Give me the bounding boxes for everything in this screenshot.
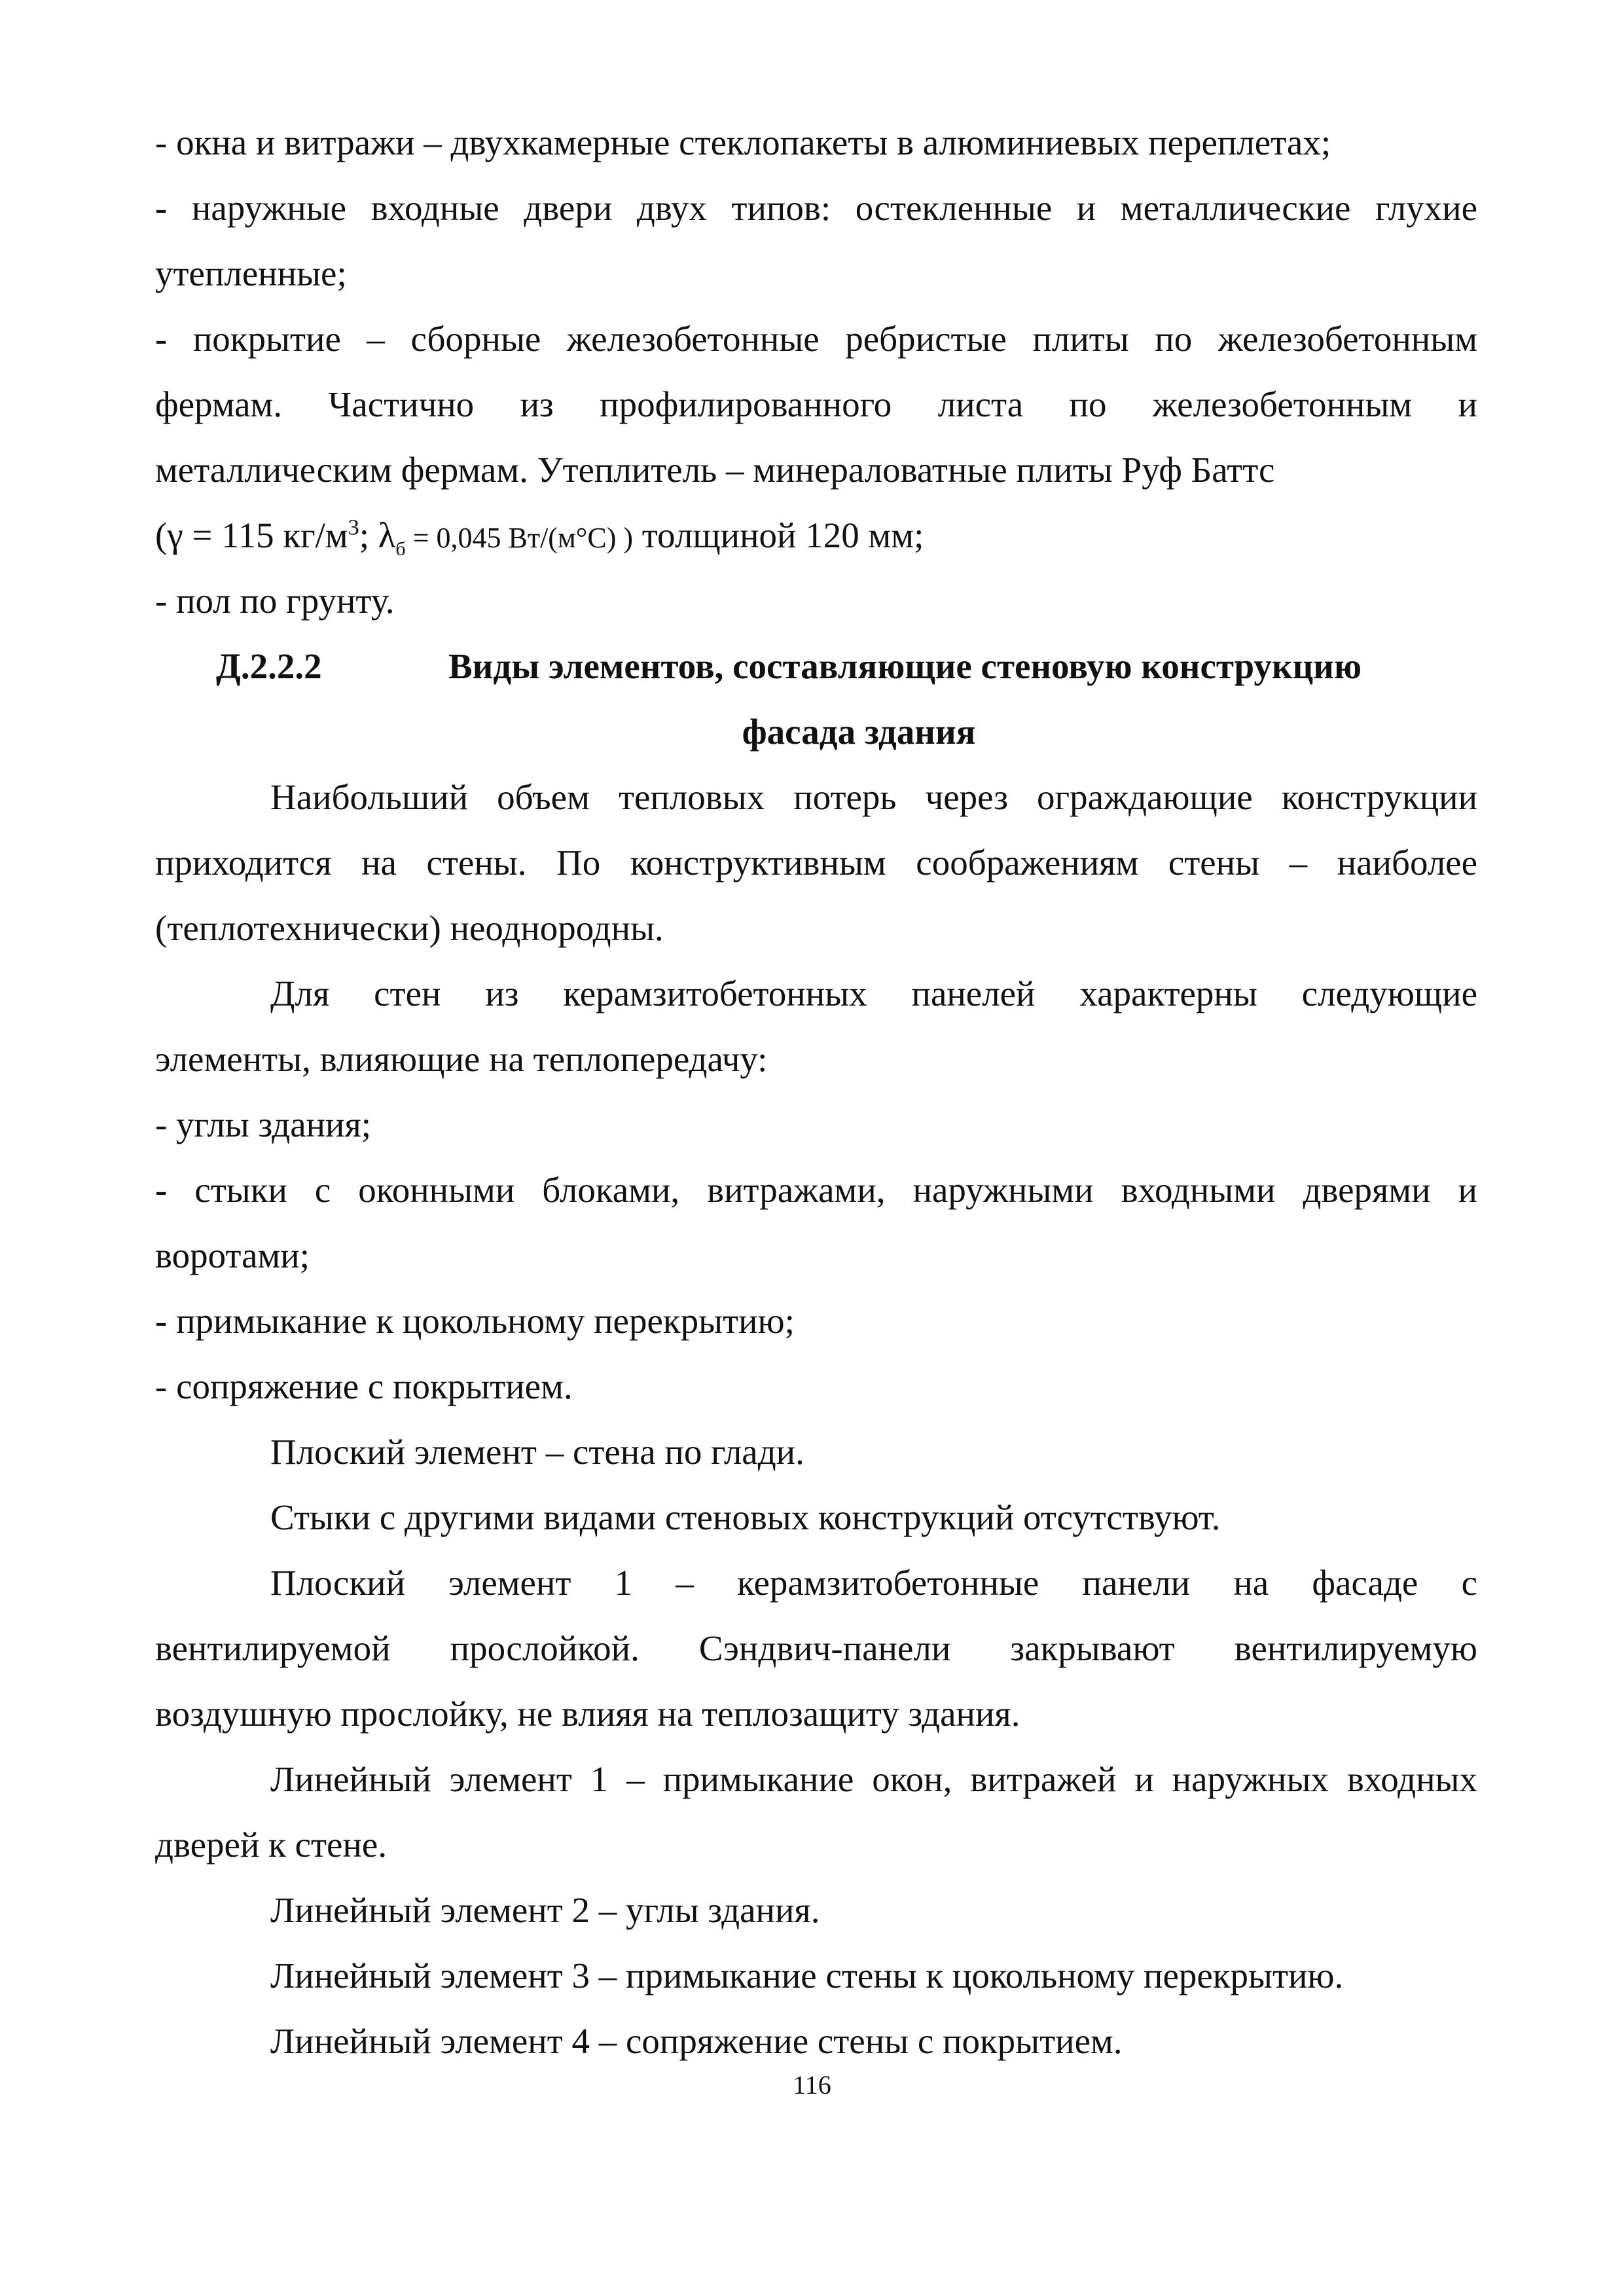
text-line: Стыки с другими видами стеновых конструкций отсутствуют. (270, 1497, 1221, 1537)
text-line: металлическим фермам. Утеплитель – минераловатные плиты Руф Баттс (155, 450, 1275, 490)
list-item: - примыкание к цокольному перекрытию; (155, 1301, 795, 1341)
text-line: Для стен из керамзитобетонных панелей характерны следующие (270, 974, 1477, 1013)
text-line: Наибольший объем тепловых потерь через ограждающие конструкции (270, 777, 1477, 817)
text-line: Линейный элемент 2 – углы здания. (270, 1890, 820, 1930)
formula-lambda: ; λ (359, 515, 396, 555)
text-line: Линейный элемент 3 – примыкание стены к цокольному перекрытию. (270, 1956, 1344, 1995)
text-line: Плоский элемент 1 – керамзитобетонные панели на фасаде с (270, 1563, 1477, 1603)
page-content (155, 110, 1477, 2074)
text-line: - наружные входные двери двух типов: остекленные и металлические глухие (155, 188, 1477, 228)
text-line: фермам. Частично из профилированного листа по железобетонным и (155, 384, 1477, 424)
text-line: Плоский элемент – стена по глади. (270, 1432, 804, 1472)
text-line: утепленные; (155, 253, 347, 293)
list-item: - стыки с оконными блоками, витражами, наружными входными дверями и (155, 1170, 1477, 1210)
list-item: - углы здания; (155, 1104, 372, 1144)
formula-tail: толщиной 120 мм; (633, 515, 924, 555)
list-item: - сопряжение с покрытием. (155, 1366, 573, 1406)
text-line: элементы, влияющие на теплопередачу: (155, 1039, 768, 1079)
text-line: - пол по грунту. (155, 581, 395, 621)
section-title-line2: фасада здания (742, 712, 976, 752)
text-line: воздушную прослойку, не влияя на теплозащиту здания. (155, 1694, 1020, 1734)
formula-open: (γ = 115 кг/м (155, 515, 348, 555)
section-number: Д.2.2.2 (216, 646, 322, 686)
formula-exponent: 3 (348, 515, 359, 540)
formula-subscript: б (395, 538, 406, 560)
text-line: вентилируемой прослойкой. Сэндвич-панели закрывают вентилируемую (155, 1628, 1477, 1668)
text-line: (теплотехнически) неоднородны. (155, 908, 664, 948)
text-line: дверей к стене. (155, 1825, 388, 1865)
formula-line (155, 503, 1477, 568)
section-heading (155, 634, 1477, 699)
text-line: Линейный элемент 1 – примыкание окон, витражей и наружных входных (270, 1759, 1477, 1799)
text-line: приходится на стены. По конструктивным соображениям стены – наиболее (155, 843, 1477, 883)
text-line: воротами; (155, 1235, 310, 1275)
section-title-line1: Виды элементов, составляющие стеновую конструкцию (448, 646, 1362, 686)
text-line: - покрытие – сборные железобетонные ребристые плиты по железобетонным (155, 319, 1477, 359)
text-line: Линейный элемент 4 – сопряжение стены с покрытием. (270, 2021, 1123, 2061)
formula-value: = 0,045 Вт/(м°С) ) (405, 522, 634, 554)
text-line: - окна и витражи – двухкамерные стеклопакеты в алюминиевых переплетах; (155, 122, 1331, 162)
page-number: 116 (793, 2070, 831, 2100)
